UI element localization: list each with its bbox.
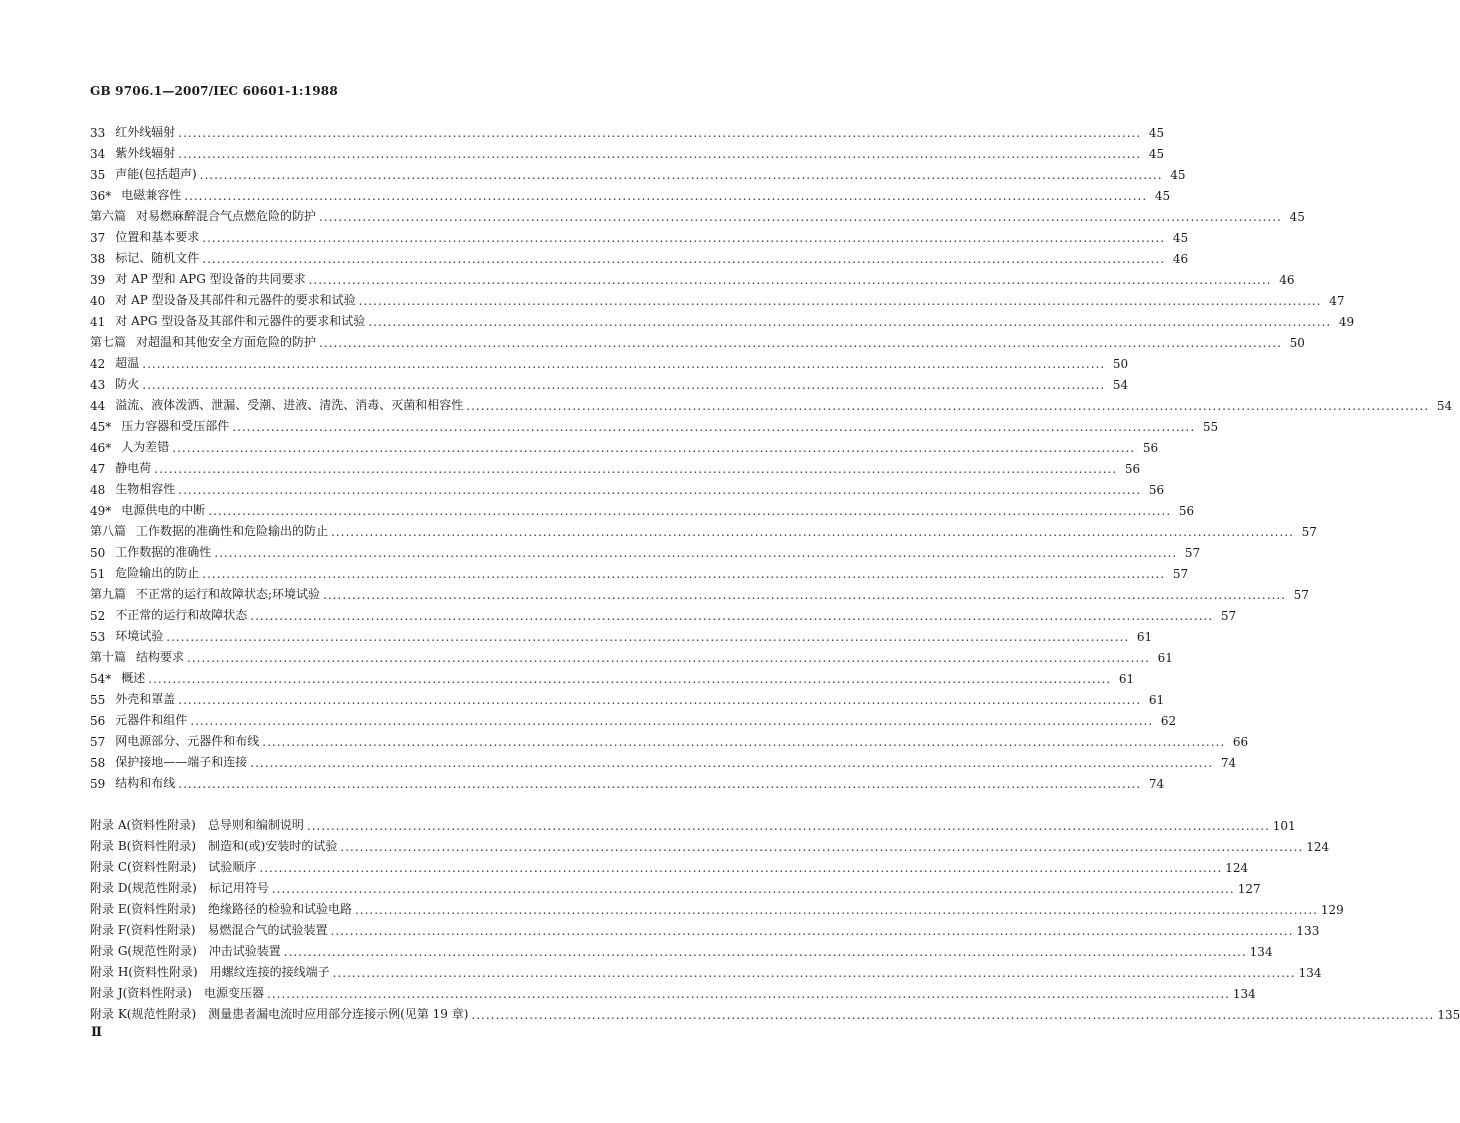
entry-title: 总导则和编制说明: [207, 818, 304, 832]
dot-leader: ........................................................................................................................................................................................................: [319, 210, 1282, 224]
toc-entry[interactable]: [90, 392, 1453, 413]
entry-page: 129: [1320, 903, 1344, 917]
entry-page: 56: [1148, 483, 1165, 497]
dot-leader: ........................................................................................................................................................................................................: [208, 504, 1172, 518]
entry-title: 不正常的运行和故障状态;环境试验: [136, 587, 321, 601]
entry-title: 冲击试验装置: [208, 944, 281, 958]
entry-page: 127: [1237, 882, 1261, 896]
dot-leader: ........................................................................................................................................................................................................: [354, 903, 1318, 917]
entry-number: 附录 B(资料性附录): [90, 839, 196, 853]
dot-leader: ........................................................................................................................................................................................................: [166, 630, 1130, 644]
dot-leader: ........................................................................................................................................................................................................: [232, 420, 1196, 434]
dot-leader: ........................................................................................................................................................................................................: [250, 609, 1214, 623]
toc-entry[interactable]: [90, 581, 1309, 602]
dot-leader: ........................................................................................................................................................................................................: [323, 588, 1286, 602]
entry-number: 44: [90, 399, 106, 413]
entry-title: 红外线辐射: [115, 125, 176, 139]
entry-title: 超温: [115, 356, 140, 370]
entry-title: 环境试验: [115, 629, 164, 643]
entry-title: 概述: [121, 671, 146, 685]
toc-entry[interactable]: [90, 266, 1295, 287]
toc-entry[interactable]: [90, 728, 1249, 749]
entry-page: 50: [1289, 336, 1305, 350]
appendix-entry[interactable]: [90, 938, 1273, 959]
entry-title: 电磁兼容性: [121, 188, 182, 202]
toc-entry[interactable]: [90, 224, 1189, 245]
entry-page: 45: [1172, 231, 1189, 245]
entry-title: 人为差错: [121, 440, 170, 454]
dot-leader: ........................................................................................................................................................................................................: [267, 987, 1230, 1001]
entry-title: 测量患者漏电流时应用部分连接示例(见第 19 章): [208, 1007, 469, 1021]
entry-number: 40: [90, 294, 106, 308]
entry-title: 电源供电的中断: [121, 503, 206, 517]
entry-number: 41: [90, 315, 106, 329]
appendix-entry[interactable]: [90, 854, 1249, 875]
toc-entry[interactable]: [90, 497, 1195, 518]
appendix-entry[interactable]: [90, 980, 1256, 1001]
entry-number: 附录 C(资料性附录): [90, 860, 197, 874]
toc-entry[interactable]: [90, 476, 1165, 497]
toc-entry[interactable]: [90, 560, 1189, 581]
entry-number: 附录 H(资料性附录): [90, 965, 198, 979]
page-header: GB 9706.1—2007/IEC 60601-1:1988: [90, 84, 338, 98]
toc-entry[interactable]: [90, 602, 1237, 623]
toc-entry[interactable]: [90, 287, 1345, 308]
entry-page: 57: [1293, 588, 1309, 602]
entry-title: 对易燃麻醉混合气点燃危险的防护: [136, 209, 317, 223]
dot-leader: ........................................................................................................................................................................................................: [184, 189, 1148, 203]
entry-title: 生物相容性: [115, 482, 176, 496]
page-number: Ⅱ: [91, 1025, 102, 1040]
entry-number: 33: [90, 126, 106, 140]
entry-page: 54: [1436, 399, 1453, 413]
toc-entry[interactable]: [90, 434, 1159, 455]
dot-leader: ........................................................................................................................................................................................................: [148, 672, 1112, 686]
entry-number: 45*: [90, 420, 112, 434]
toc-entry[interactable]: [90, 350, 1129, 371]
entry-page: 54: [1112, 378, 1129, 392]
entry-number: 59: [90, 777, 106, 791]
entry-page: 61: [1157, 651, 1173, 665]
toc-entry[interactable]: [90, 749, 1237, 770]
entry-title: 压力容器和受压部件: [121, 419, 230, 433]
entry-number: 第六篇: [90, 209, 127, 223]
entry-number: 第九篇: [90, 587, 127, 601]
entry-number: 附录 J(资料性附录): [90, 986, 192, 1000]
toc-entry[interactable]: [90, 140, 1165, 161]
toc-entry[interactable]: [90, 770, 1165, 791]
entry-number: 第八篇: [90, 524, 127, 538]
entry-title: 工作数据的准确性: [115, 545, 212, 559]
entry-number: 55: [90, 693, 106, 707]
dot-leader: ........................................................................................................................................................................................................: [262, 735, 1226, 749]
entry-number: 34: [90, 147, 106, 161]
entry-title: 对 AP 型设备及其部件和元器件的要求和试验: [115, 293, 356, 307]
dot-leader: ........................................................................................................................................................................................................: [178, 693, 1142, 707]
dot-leader: ........................................................................................................................................................................................................: [178, 483, 1142, 497]
dot-leader: ........................................................................................................................................................................................................: [172, 441, 1136, 455]
entry-page: 134: [1298, 966, 1322, 980]
dot-leader: ........................................................................................................................................................................................................: [250, 756, 1214, 770]
entry-title: 危险输出的防止: [115, 566, 200, 580]
toc-entry[interactable]: [90, 329, 1305, 350]
toc-entry[interactable]: [90, 161, 1186, 182]
dot-leader: ........................................................................................................................................................................................................: [187, 651, 1150, 665]
toc-entry[interactable]: [90, 686, 1165, 707]
appendix-entry[interactable]: [90, 875, 1261, 896]
entry-page: 62: [1160, 714, 1177, 728]
toc-entry[interactable]: [90, 371, 1129, 392]
appendix-entry[interactable]: [90, 833, 1330, 854]
entry-page: 74: [1220, 756, 1237, 770]
entry-number: 56: [90, 714, 106, 728]
toc-list: [90, 119, 1453, 791]
entry-page: 61: [1148, 693, 1165, 707]
dot-leader: ........................................................................................................................................................................................................: [178, 126, 1142, 140]
entry-number: 附录 D(规范性附录): [90, 881, 197, 895]
toc-entry[interactable]: [90, 203, 1305, 224]
entry-title: 声能(包括超声): [115, 167, 197, 181]
appendix-entry[interactable]: [90, 959, 1322, 980]
dot-leader: ........................................................................................................................................................................................................: [368, 315, 1332, 329]
dot-leader: ........................................................................................................................................................................................................: [319, 336, 1282, 350]
entry-number: 57: [90, 735, 106, 749]
dot-leader: ........................................................................................................................................................................................................: [330, 924, 1294, 938]
entry-page: 124: [1306, 840, 1330, 854]
entry-page: 101: [1272, 819, 1296, 833]
toc-entry[interactable]: [90, 518, 1317, 539]
entry-title: 结构要求: [136, 650, 185, 664]
entry-number: 50: [90, 546, 106, 560]
entry-page: 56: [1124, 462, 1141, 476]
toc-entry[interactable]: [90, 182, 1171, 203]
toc-entry[interactable]: [90, 707, 1177, 728]
toc-entry[interactable]: [90, 119, 1165, 140]
dot-leader: ........................................................................................................................................................................................................: [466, 399, 1430, 413]
entry-page: 46: [1279, 273, 1295, 287]
entry-page: 61: [1118, 672, 1135, 686]
entry-page: 55: [1202, 420, 1219, 434]
dot-leader: ........................................................................................................................................................................................................: [178, 147, 1142, 161]
entry-page: 66: [1232, 735, 1249, 749]
entry-page: 74: [1148, 777, 1165, 791]
toc-entry[interactable]: [90, 308, 1355, 329]
entry-page: 45: [1148, 126, 1165, 140]
entry-page: 61: [1136, 630, 1153, 644]
entry-page: 57: [1184, 546, 1201, 560]
entry-title: 不正常的运行和故障状态: [115, 608, 248, 622]
entry-title: 制造和(或)安装时的试验: [208, 839, 338, 853]
dot-leader: ........................................................................................................................................................................................................: [199, 168, 1163, 182]
entry-title: 防火: [115, 377, 140, 391]
entry-number: 42: [90, 357, 106, 371]
entry-title: 标记、随机文件: [115, 251, 200, 265]
toc-entry[interactable]: [90, 413, 1219, 434]
entry-title: 元器件和组件: [115, 713, 188, 727]
dot-leader: ........................................................................................................................................................................................................: [471, 1008, 1435, 1022]
entry-number: 43: [90, 378, 106, 392]
entry-title: 电源变压器: [204, 986, 265, 1000]
toc-entry[interactable]: [90, 455, 1141, 476]
entry-number: 46*: [90, 441, 112, 455]
dot-leader: ........................................................................................................................................................................................................: [283, 945, 1247, 959]
entry-number: 39: [90, 273, 106, 287]
appendix-list: [90, 812, 1460, 1022]
dot-leader: ........................................................................................................................................................................................................: [306, 819, 1270, 833]
entry-number: 附录 E(资料性附录): [90, 902, 196, 916]
entry-page: 49: [1338, 315, 1355, 329]
entry-number: 49*: [90, 504, 112, 518]
dot-leader: ........................................................................................................................................................................................................: [308, 273, 1272, 287]
dot-leader: ........................................................................................................................................................................................................: [154, 462, 1118, 476]
entry-number: 51: [90, 567, 106, 581]
entry-page: 45: [1148, 147, 1165, 161]
entry-title: 对超温和其他安全方面危险的防护: [136, 335, 317, 349]
toc-entry[interactable]: [90, 245, 1189, 266]
entry-title: 工作数据的准确性和危险输出的防止: [136, 524, 329, 538]
dot-leader: ........................................................................................................................................................................................................: [202, 231, 1166, 245]
entry-title: 结构和布线: [115, 776, 176, 790]
entry-title: 试验顺序: [208, 860, 257, 874]
dot-leader: ........................................................................................................................................................................................................: [271, 882, 1235, 896]
entry-number: 附录 A(资料性附录): [90, 818, 196, 832]
entry-number: 37: [90, 231, 106, 245]
entry-page: 133: [1296, 924, 1320, 938]
dot-leader: ........................................................................................................................................................................................................: [214, 546, 1178, 560]
entry-title: 外壳和罩盖: [115, 692, 176, 706]
dot-leader: ........................................................................................................................................................................................................: [259, 861, 1223, 875]
entry-title: 易燃混合气的试验装置: [207, 923, 328, 937]
entry-title: 紫外线辐射: [115, 146, 176, 160]
entry-page: 45: [1154, 189, 1171, 203]
entry-page: 45: [1170, 168, 1186, 182]
dot-leader: ........................................................................................................................................................................................................: [178, 777, 1142, 791]
dot-leader: ........................................................................................................................................................................................................: [332, 966, 1296, 980]
entry-title: 绝缘路径的检验和试验电路: [207, 902, 352, 916]
entry-number: 52: [90, 609, 106, 623]
entry-number: 附录 F(资料性附录): [90, 923, 196, 937]
entry-number: 53: [90, 630, 106, 644]
entry-page: 57: [1172, 567, 1189, 581]
toc-entry[interactable]: [90, 644, 1173, 665]
entry-page: 134: [1232, 987, 1256, 1001]
entry-title: 静电荷: [115, 461, 152, 475]
entry-number: 47: [90, 462, 106, 476]
entry-page: 56: [1178, 504, 1195, 518]
entry-number: 第十篇: [90, 650, 127, 664]
dot-leader: ........................................................................................................................................................................................................: [190, 714, 1154, 728]
appendix-entry[interactable]: [90, 917, 1320, 938]
entry-number: 38: [90, 252, 106, 266]
appendix-entry[interactable]: [90, 896, 1344, 917]
entry-title: 对 APG 型设备及其部件和元器件的要求和试验: [115, 314, 366, 328]
entry-title: 网电源部分、元器件和布线: [115, 734, 260, 748]
entry-page: 45: [1289, 210, 1305, 224]
dot-leader: ........................................................................................................................................................................................................: [358, 294, 1322, 308]
entry-number: 36*: [90, 189, 112, 203]
appendix-entry[interactable]: [90, 812, 1296, 833]
appendix-entry[interactable]: [90, 1001, 1460, 1022]
dot-leader: ........................................................................................................................................................................................................: [142, 357, 1106, 371]
entry-number: 附录 K(规范性附录): [90, 1007, 197, 1021]
entry-number: 54*: [90, 672, 112, 686]
entry-page: 57: [1220, 609, 1237, 623]
entry-page: 57: [1301, 525, 1317, 539]
dot-leader: ........................................................................................................................................................................................................: [331, 525, 1294, 539]
dot-leader: ........................................................................................................................................................................................................: [202, 567, 1166, 581]
entry-title: 溢流、液体泼洒、泄漏、受潮、进液、清洗、消毒、灭菌和相容性: [115, 398, 464, 412]
dot-leader: ........................................................................................................................................................................................................: [202, 252, 1166, 266]
toc-entry[interactable]: [90, 665, 1135, 686]
entry-page: 56: [1142, 441, 1159, 455]
dot-leader: ........................................................................................................................................................................................................: [340, 840, 1304, 854]
entry-page: 50: [1112, 357, 1129, 371]
entry-title: 对 AP 型和 APG 型设备的共同要求: [115, 272, 306, 286]
entry-page: 124: [1225, 861, 1249, 875]
entry-title: 保护接地——端子和连接: [115, 755, 248, 769]
entry-page: 47: [1329, 294, 1345, 308]
entry-page: 135: [1437, 1008, 1460, 1022]
entry-page: 46: [1172, 252, 1189, 266]
dot-leader: ........................................................................................................................................................................................................: [142, 378, 1106, 392]
entry-number: 第七篇: [90, 335, 127, 349]
entry-page: 134: [1249, 945, 1273, 959]
toc-entry[interactable]: [90, 623, 1153, 644]
toc-entry[interactable]: [90, 539, 1201, 560]
entry-title: 用螺纹连接的接线端子: [209, 965, 330, 979]
entry-number: 35: [90, 168, 106, 182]
entry-number: 附录 G(规范性附录): [90, 944, 197, 958]
entry-title: 位置和基本要求: [115, 230, 200, 244]
entry-title: 标记用符号: [208, 881, 269, 895]
entry-number: 58: [90, 756, 106, 770]
entry-number: 48: [90, 483, 106, 497]
